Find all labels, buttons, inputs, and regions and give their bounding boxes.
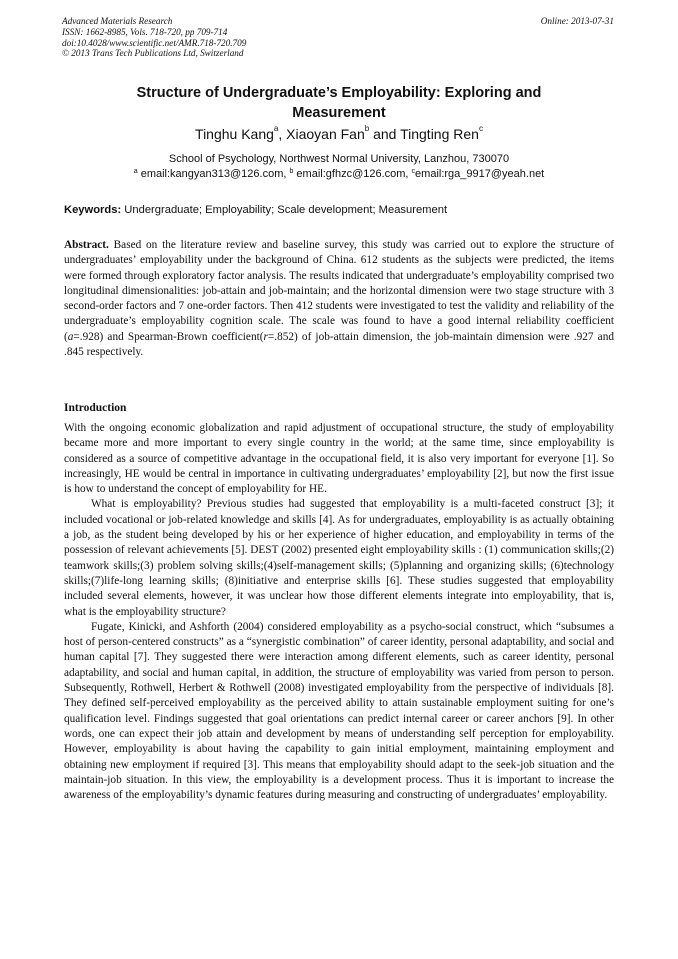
paragraph: What is employability? Previous studies had suggested that employability is a multi-faceted construct [3]; it included vocational or job-related knowledge and skills [4]. As for undergraduates, employability is as actually obtaining a job, as the student being developed by his or her experience of higher education, and employability in terms of the possession of relevant achievements [5]. DEST (2002) presented eight employability skills : (1) communication skills;(2) teamwork skills;(3) problem solving skills;(4)self-management skills; (5)planning and organizing skills; (6)technology skills;(7)life-long learning skills; (8)initiative and enterprise skills [6]. These studies suggested that employability included several elements, however, it was unclear how those different elements integrate into employability, that is, what is the employability structure? (64, 498, 614, 618)
email-address: email:rga_9917@yeah.net (415, 168, 545, 180)
abstract-label: Abstract. (64, 239, 109, 251)
doi-line: doi:10.4028/www.scientific.net/AMR.718-720.709 (62, 37, 247, 48)
author-name: Tingting Ren (400, 126, 479, 142)
author-superscript: c (478, 124, 483, 133)
abstract-text: =.928) and Spearman-Brown coefficient( (73, 330, 264, 343)
author-superscript: b (364, 124, 370, 133)
author-name: Tinghu Kang (195, 126, 274, 142)
introduction-body (64, 421, 614, 803)
author-emails (0, 168, 678, 180)
paragraph: Fugate, Kinicki, and Ashforth (2004) considered employability as a psycho-social construct, which “subsumes a host of person-centered constructs” as a “synergistic combination” of career identity, personal adaptability, and social and human capital [7]. They suggested there were interaction among different elements, such as career identity, personal adaptability, and social and human capital, in addition, the structure of employability was varied from person to person. Subsequently, Rothwell, Herbert & Rothwell (2008) investigated employability from the perspective of individuals [8]. They defined self-perceived employability as the perceived ability to attain sustainable employment suiting for one’s qualification level. Findings suggested that goal orientations can predict internal career or career anchors [9]. In other words, one can expect their job attain and development by means of understanding self perception for employability. However, employability is about having the capability to gain initial employment, maintaining employment and obtaining new employment if required [3]. This means that employability should adapt to the seek-job situation and the maintain-job situation. In this view, the employability is a development process. Thus it is important to increase the awareness of the employability’s dynamic features during measuring and constructing of undergraduates’ employability. (64, 620, 614, 802)
journal-header (62, 16, 246, 59)
email-superscript: c (411, 168, 416, 175)
keywords-line (64, 204, 447, 216)
email-address: email:gfhzc@126.com, (293, 168, 412, 180)
journal-name: Advanced Materials Research (62, 16, 173, 26)
copyright-line: © 2013 Trans Tech Publications Ltd, Switzerland (62, 48, 244, 59)
paragraph: With the ongoing economic globalization and rapid adjustment of occupational structure, the study of employability became more and more important to every single country in the world; at the same time, since employability is considered as a source of competitive advantage in the occupational field, it is also very important for everyone [1]. So increasingly, HE would be central in importance in cultivating undergraduates’ employability [2], but now the first issue is how to understand the concept of employability for HE. (64, 422, 614, 496)
r-symbol: r (263, 330, 268, 343)
abstract-text: =.852) of job-attain dimension, the job-maintain dimension were .927 and .845 respectively. (64, 330, 614, 359)
author-superscript: a (273, 124, 279, 133)
keywords-label: Keywords: (64, 204, 122, 216)
author-list (0, 126, 678, 142)
author-name: Xiaoyan Fan (286, 126, 365, 142)
email-superscript: a (133, 168, 138, 175)
abstract (64, 238, 614, 360)
section-heading: Introduction (64, 402, 127, 414)
keywords-text: Undergraduate; Employability; Scale development; Measurement (121, 204, 448, 216)
abstract-text: Based on the literature review and baseline survey, this study was carried out to explore the structure of undergraduates’ employability under the background of China. 612 students as the subjects were predicted, the items were formed through exploratory factor analysis. The results indicated that undergraduate’s employability comprised two longitudinal dimensionalities: job-attain and job-maintain; and the horizontal dimension were two stage structure with 3 second-order factors and 7 one-order factors. Then 412 students were investigated to test the validity and reliability of the undergraduate’s employability cognition scale. The scale was found to have a good internal reliability coefficient ( (64, 239, 614, 343)
author-separator: , (278, 126, 287, 142)
email-address: email:kangyan313@126.com, (137, 168, 290, 180)
issn-line: ISSN: 1662-8985, Vols. 718-720, pp 709-714 (62, 26, 228, 37)
author-separator: and (369, 126, 401, 142)
online-date: Online: 2013-07-31 (540, 16, 614, 26)
alpha-symbol: a (67, 330, 74, 343)
affiliation: School of Psychology, Northwest Normal University, Lanzhou, 730070 (168, 153, 510, 165)
paper-title: Structure of Undergraduate’s Employability: Exploring and Measurement (136, 85, 542, 121)
email-superscript: b (289, 168, 294, 175)
